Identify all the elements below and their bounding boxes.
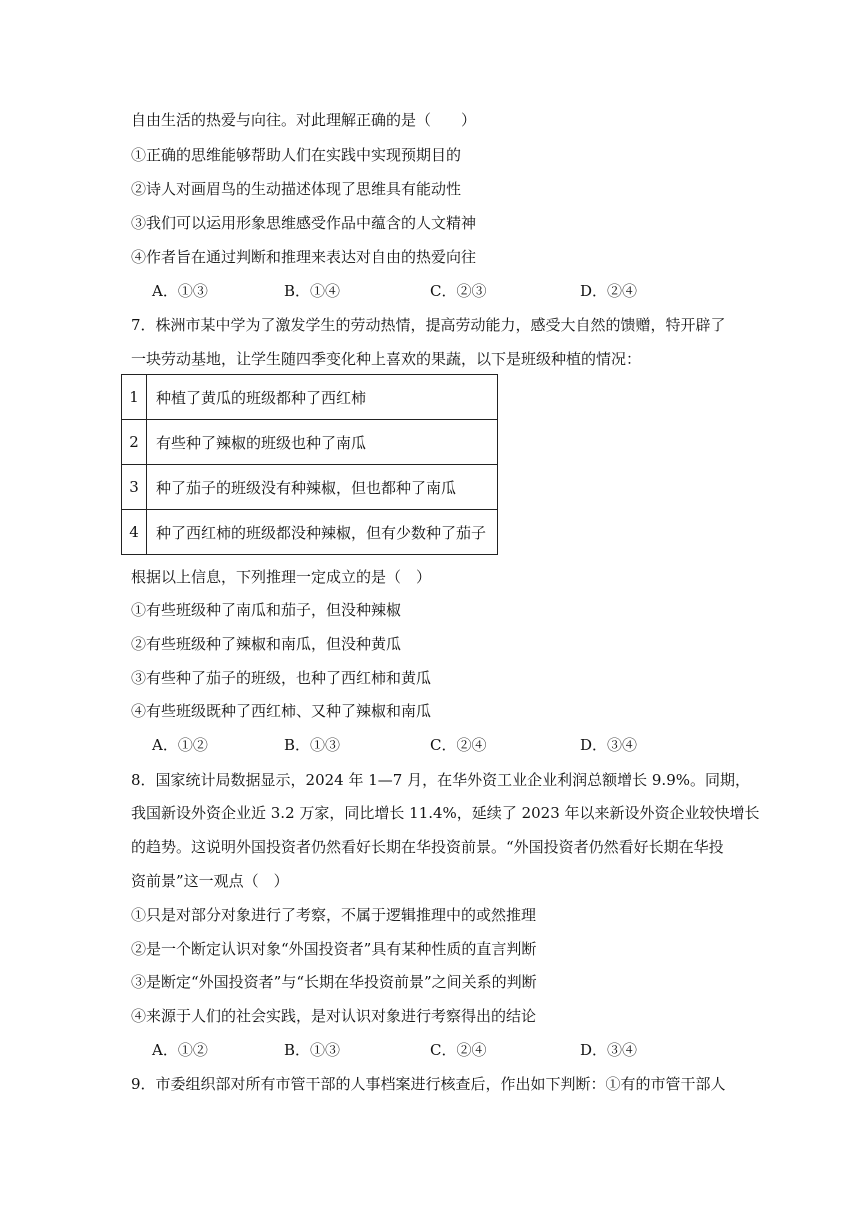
q7-question: 根据以上信息，下列推理一定成立的是（ ） [131,568,432,586]
q7-stem-line-2: 一块劳动基地，让学生随四季变化种上喜欢的果蔬，以下是班级种植的情况： [131,350,642,368]
q6-option-d: D．②④ [580,282,638,300]
q7-statement-2: ②有些班级种了辣椒和南瓜，但没种黄瓜 [131,635,402,653]
q7-statement-3: ③有些种了茄子的班级，也种了西红柿和黄瓜 [131,669,432,687]
q8-stem-line-1: 8．国家统计局数据显示，2024 年 1—7 月，在华外资工业企业利润总额增长 9.9%。同期， [131,771,750,789]
row-text: 种了茄子的班级没有种辣椒，但也都种了南瓜 [147,465,498,510]
table-row [122,465,498,510]
row-text: 种植了黄瓜的班级都种了西红柿 [147,375,498,420]
q6-option-b: B．①④ [284,282,341,300]
q8-option-d: D．③④ [580,1041,638,1059]
q7-option-d: D．③④ [580,736,638,754]
row-text: 种了西红柿的班级都没种辣椒，但有少数种了茄子 [147,510,498,555]
q8-stem-line-3: 的趋势。这说明外国投资者仍然看好长期在华投资前景。“外国投资者仍然看好长期在华投 [131,838,724,856]
table-row [122,375,498,420]
q7-option-c: C．②④ [430,736,487,754]
q6-stem-tail: 自由生活的热爱与向往。对此理解正确的是（ ） [131,111,477,129]
q8-options [152,1040,712,1060]
row-number: 3 [122,465,147,510]
table-row [122,510,498,555]
table-row [122,420,498,465]
q7-stem-line-1: 7．株洲市某中学为了激发学生的劳动热情，提高劳动能力，感受大自然的馈赠，特开辟了 [131,316,726,334]
q6-statement-2: ②诗人对画眉鸟的生动描述体现了思维具有能动性 [131,180,462,198]
q6-option-a: A．①③ [152,282,208,300]
q7-statement-4: ④有些班级既种了西红柿、又种了辣椒和南瓜 [131,702,432,720]
row-number: 4 [122,510,147,555]
q8-option-a: A．①② [152,1041,208,1059]
q6-options [152,281,712,301]
q7-option-a: A．①② [152,736,208,754]
q8-stem-line-4: 资前景”这一观点（ ） [131,872,289,890]
q7-options [152,735,712,755]
row-text: 有些种了辣椒的班级也种了南瓜 [147,420,498,465]
q7-condition-table [121,374,498,555]
q8-statement-2: ②是一个断定认识对象“外国投资者”具有某种性质的直言判断 [131,940,537,958]
q7-option-b: B．①③ [284,736,341,754]
row-number: 2 [122,420,147,465]
q8-stem-line-2: 我国新设外资企业近 3.2 万家，同比增长 11.4%，延续了 2023 年以来新设外资企业较快增长 [131,804,760,822]
q8-statement-4: ④来源于人们的社会实践，是对认识对象进行考察得出的结论 [131,1007,537,1025]
q8-option-c: C．②④ [430,1041,487,1059]
q8-statement-3: ③是断定“外国投资者”与“长期在华投资前景”之间关系的判断 [131,973,537,991]
q8-statement-1: ①只是对部分对象进行了考察，不属于逻辑推理中的或然推理 [131,906,537,924]
q6-option-c: C．②③ [430,282,487,300]
q8-option-b: B．①③ [284,1041,341,1059]
q6-statement-3: ③我们可以运用形象思维感受作品中蕴含的人文精神 [131,214,477,232]
q6-statement-4: ④作者旨在通过判断和推理来表达对自由的热爱向往 [131,248,477,266]
q9-stem: 9．市委组织部对所有市管干部的人事档案进行核查后，作出如下判断：①有的市管干部人 [131,1075,726,1093]
q7-statement-1: ①有些班级种了南瓜和茄子，但没种辣椒 [131,601,402,619]
row-number: 1 [122,375,147,420]
q6-statement-1: ①正确的思维能够帮助人们在实践中实现预期目的 [131,146,462,164]
